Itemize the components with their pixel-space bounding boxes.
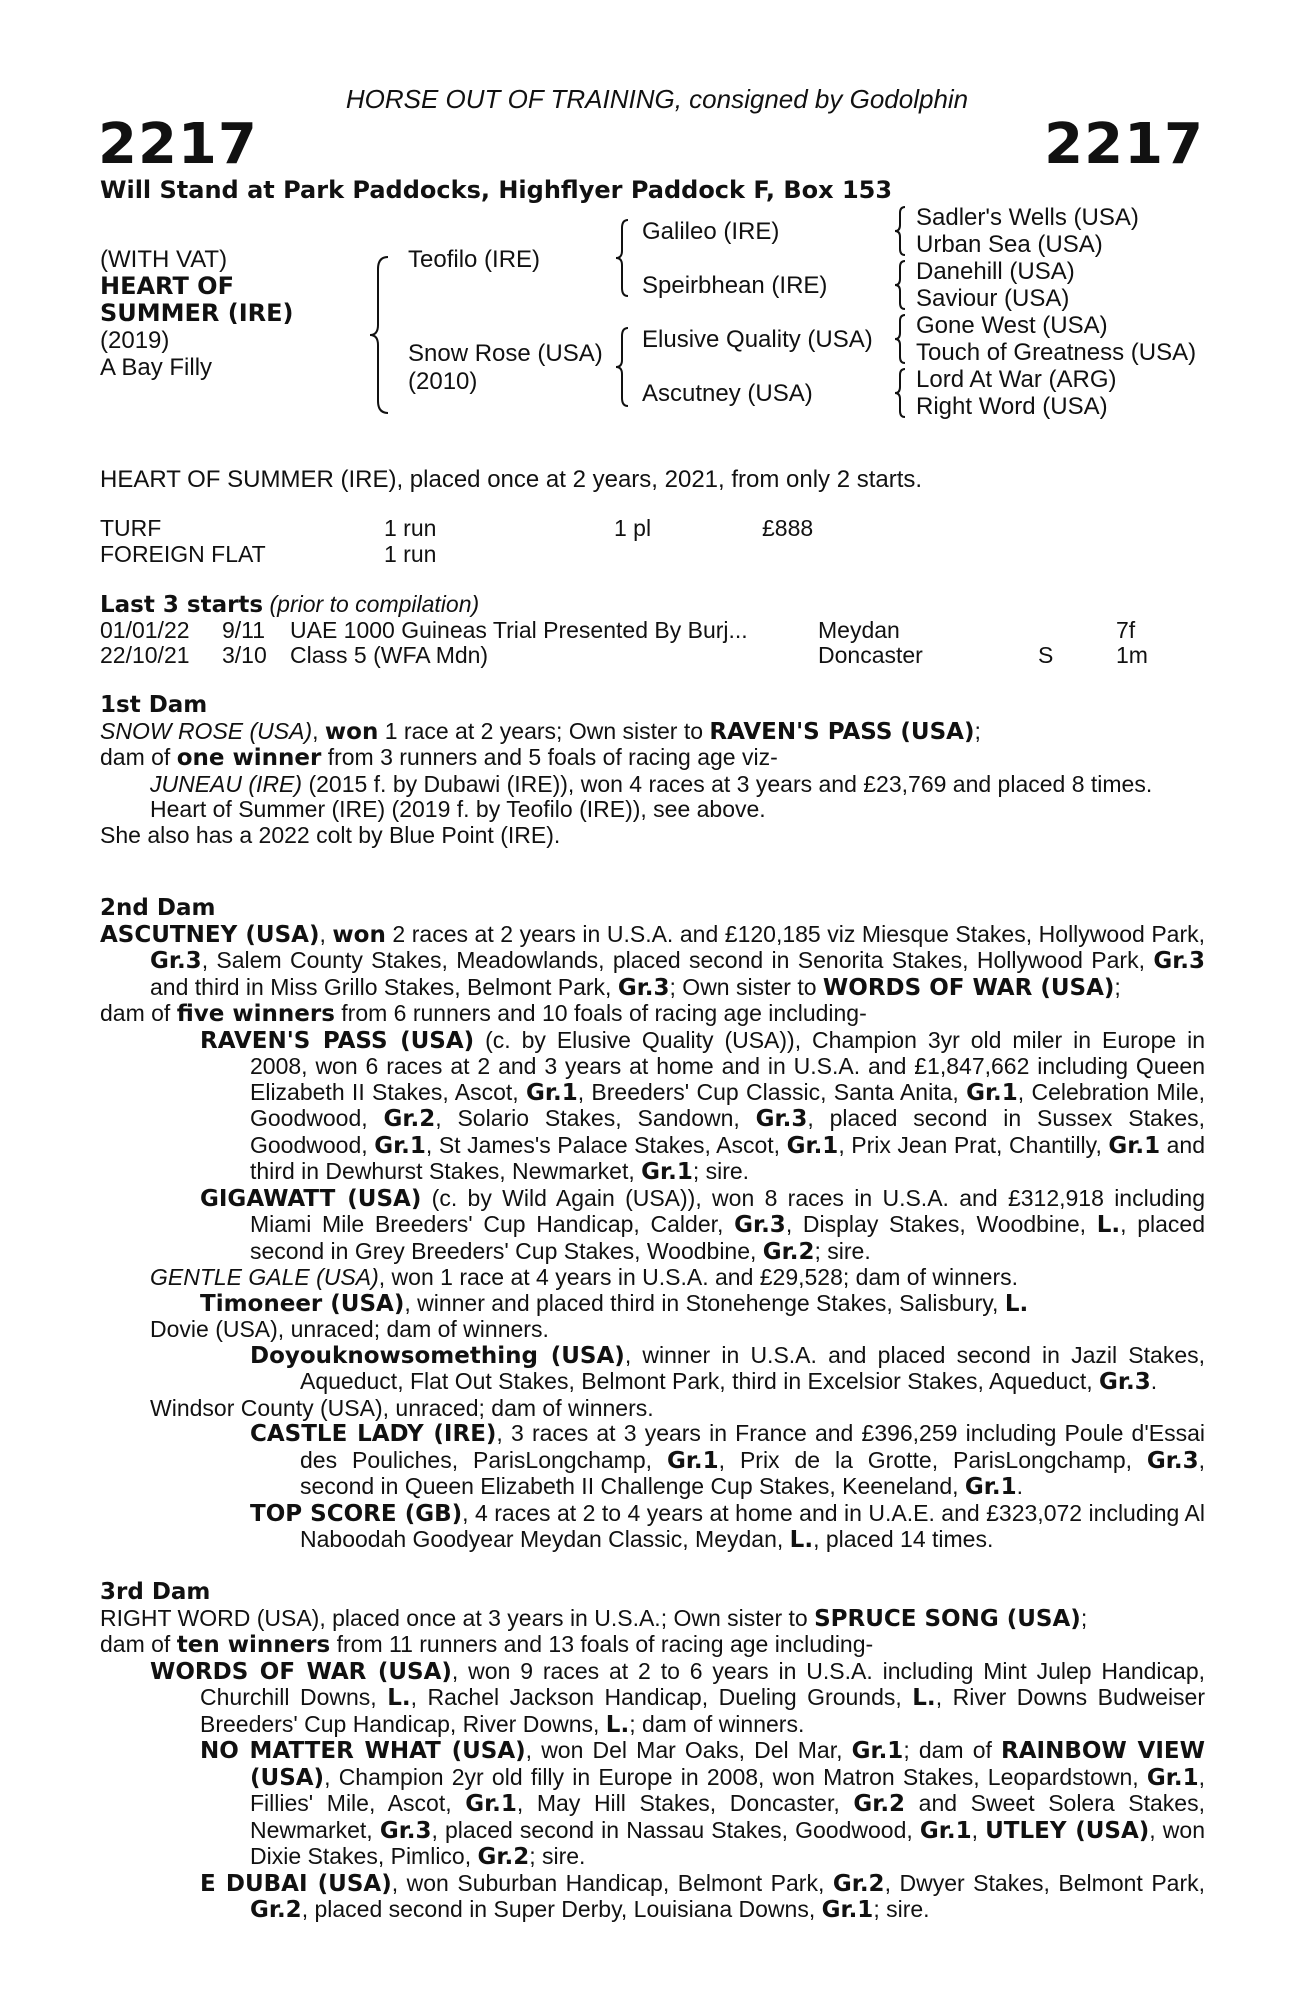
third-dam-para1: RIGHT WORD (USA), placed once at 3 years in U.S.A.; Own sister to SPRUCE SONG (USA); [100, 1604, 1088, 1632]
pedigree-g2: Urban Sea (USA) [916, 231, 1103, 258]
progeny-no-matter-what: NO MATTER WHAT (USA), won Del Mar Oaks, Del Mar, Gr.1; dam of RAINBOW VIEW (USA), Champion 2yr old filly in Europe in 2008, won Matron Stakes, Leopardstown, Gr.1, Fillies' Mile, Ascot, Gr.1, May Hill Stakes, Doncaster, Gr.2 and Sweet Solera Stakes, Newmarket, Gr.3, placed second in Nassau Stakes, Goodwood, Gr.1, UTLEY (USA), won Dixie Stakes, Pimlico, Gr.2; sire. [200, 1737, 1205, 1870]
progeny-gentle-gale: GENTLE GALE (USA), won 1 race at 4 years in U.S.A. and £29,528; dam of winners. [150, 1264, 1019, 1290]
progeny-timoneer: Timoneer (USA), winner and placed third in Stonehenge Stakes, Salisbury, L. [200, 1289, 1029, 1317]
pedigree-sire-sire: Galileo (IRE) [642, 218, 780, 245]
start-pos-2: 3/10 [222, 642, 267, 668]
last-starts-title: Last 3 starts [100, 592, 264, 618]
bracket-g2 [893, 259, 907, 311]
start-race-2: Class 5 (WFA Mdn) [290, 642, 489, 668]
first-dam-heading: 1st Dam [100, 692, 208, 718]
start-date-1: 01/01/22 [100, 617, 190, 643]
start-course-2: Doncaster [818, 642, 923, 668]
second-dam-heading: 2nd Dam [100, 895, 216, 921]
stabling-location: Will Stand at Park Paddocks, Highflyer Paddock F, Box 153 [100, 176, 893, 204]
start-going-2: S [1038, 642, 1054, 668]
last-starts-heading [100, 591, 479, 618]
record-runs-turf: 1 run [384, 515, 437, 541]
record-placed-turf: 1 pl [614, 515, 652, 541]
record-label-turf: TURF [100, 515, 162, 541]
progeny-top-score: TOP SCORE (GB), 4 races at 2 to 4 years at home and in U.A.E. and £323,072 including Al Naboodah Goodyear Meydan Classic, Meydan, L., placed 14 times. [250, 1499, 1205, 1553]
last-starts-subtitle: (prior to compilation) [269, 591, 480, 617]
bracket-g3 [893, 313, 907, 365]
second-dam-para1: ASCUTNEY (USA), won 2 races at 2 years in U.S.A. and £120,185 viz Miesque Stakes, Hollywood Park, Gr.3, Salem County Stakes, Meadowlands, placed second in Senorita Stakes, Hollywood Park, Gr.3 and third in Miss Grillo Stakes, Belmont Park, Gr.3; Own sister to WORDS OF WAR (USA); [100, 920, 1206, 1001]
pedigree-g8: Right Word (USA) [916, 393, 1108, 420]
start-dist-1: 7f [1116, 617, 1136, 643]
pedigree-g7: Lord At War (ARG) [916, 366, 1117, 393]
start-pos-1: 9/11 [222, 617, 266, 643]
start-date-2: 22/10/21 [100, 642, 190, 668]
lot-number-left: 2217 [98, 112, 258, 177]
horse-name-line1: HEART OF [100, 272, 234, 300]
pedigree-dam: Snow Rose (USA) [408, 340, 603, 367]
horse-description: A Bay Filly [100, 354, 213, 381]
start-race-1: UAE 1000 Guineas Trial Presented By Burj... [290, 617, 748, 643]
pedigree-sire: Teofilo (IRE) [408, 246, 541, 273]
pedigree-g6: Touch of Greatness (USA) [916, 339, 1197, 366]
progeny-castle-lady: CASTLE LADY (IRE), 3 races at 3 years in France and £396,259 including Poule d'Essai des Pouliches, ParisLongchamp, Gr.1, Prix de la Grotte, ParisLongchamp, Gr.3, second in Queen Elizabeth II Challenge Cup Stakes, Keeneland, Gr.1. [250, 1420, 1205, 1500]
progeny-words-of-war: WORDS OF WAR (USA), won 9 races at 2 to 6 years in U.S.A. including Mint Julep Handicap, Churchill Downs, L., Rachel Jackson Handicap, Dueling Grounds, L., River Downs Budweiser Breeders' Cup Handicap, River Downs, L.; dam of winners. [150, 1657, 1205, 1738]
horse-year: (2019) [100, 327, 170, 354]
vat-note: (WITH VAT) [100, 246, 228, 273]
racing-summary: HEART OF SUMMER (IRE), placed once at 2 years, 2021, from only 2 starts. [100, 466, 923, 493]
third-dam-para2: dam of ten winners from 11 runners and 13 foals of racing age including- [100, 1631, 874, 1658]
record-runs-foreign: 1 run [384, 541, 437, 567]
pedigree-dam-year: (2010) [408, 368, 478, 395]
lot-number-right: 2217 [1044, 112, 1204, 177]
second-dam-section [100, 896, 1205, 1554]
bracket-sire-dam [368, 255, 392, 415]
first-dam-para2: dam of one winner from 3 runners and 5 foals of racing age viz- [100, 744, 778, 771]
start-course-1: Meydan [818, 617, 900, 643]
second-dam-para2: dam of five winners from 6 runners and 10 foals of racing age including- [100, 1000, 867, 1027]
pedigree-g3: Danehill (USA) [916, 258, 1075, 285]
pedigree-dam-dam: Ascutney (USA) [642, 380, 813, 407]
bracket-sire-parents [614, 218, 630, 298]
start-dist-2: 1m [1116, 642, 1148, 668]
pedigree-g5: Gone West (USA) [916, 312, 1108, 339]
first-dam-progeny-juneau: JUNEAU (IRE) (2015 f. by Dubawi (IRE)), won 4 races at 3 years and £23,769 and placed 8 times. [150, 770, 1153, 797]
third-dam-heading: 3rd Dam [100, 1579, 211, 1605]
progeny-gigawatt: GIGAWATT (USA) (c. by Wild Again (USA)), won 8 races in U.S.A. and £312,918 including Miami Mile Breeders' Cup Handicap, Calder, Gr.3, Display Stakes, Woodbine, L., placed second in Grey Breeders' Cup Stakes, Woodbine, Gr.2; sire. [200, 1184, 1206, 1265]
bracket-g1 [893, 205, 907, 257]
first-dam-foal-note: She also has a 2022 colt by Blue Point (IRE). [100, 821, 561, 848]
consignment-note: HORSE OUT OF TRAINING, consigned by Godolphin [345, 84, 969, 114]
progeny-dovie: Dovie (USA), unraced; dam of winners. [150, 1316, 549, 1342]
pedigree-g1: Sadler's Wells (USA) [916, 204, 1139, 231]
progeny-doyouknowsomething: Doyouknowsomething (USA), winner in U.S.A. and placed second in Jazil Stakes, Aqueduct, Flat Out Stakes, Belmont Park, third in Excelsior Stakes, Aqueduct, Gr.3. [250, 1341, 1206, 1395]
progeny-e-dubai: E DUBAI (USA), won Suburban Handicap, Belmont Park, Gr.2, Dwyer Stakes, Belmont Park, Gr.2, placed second in Super Derby, Louisiana Downs, Gr.1; sire. [200, 1869, 1206, 1923]
first-dam-progeny-heart: Heart of Summer (IRE) (2019 f. by Teofilo (IRE)), see above. [150, 796, 766, 822]
pedigree-sire-dam: Speirbhean (IRE) [642, 272, 828, 299]
horse-name-line2: SUMMER (IRE) [100, 299, 294, 327]
first-dam-section [100, 693, 1205, 848]
third-dam-section [100, 1580, 1205, 1924]
bracket-g4 [893, 367, 907, 419]
first-dam-para1: SNOW ROSE (USA), won 1 race at 2 years; Own sister to RAVEN'S PASS (USA); [100, 717, 981, 745]
pedigree-dam-sire: Elusive Quality (USA) [642, 326, 873, 353]
record-label-foreign: FOREIGN FLAT [100, 541, 266, 567]
progeny-windsor-county: Windsor County (USA), unraced; dam of winners. [150, 1394, 654, 1421]
pedigree-g4: Saviour (USA) [916, 285, 1070, 312]
bracket-dam-parents [614, 326, 630, 408]
progeny-ravens-pass: RAVEN'S PASS (USA) (c. by Elusive Quality (USA)), Champion 3yr old miler in Europe in 2008, won 6 races at 2 and 3 years at home and in U.S.A. and £1,847,662 including Queen Elizabeth II Stakes, Ascot, Gr.1, Breeders' Cup Classic, Santa Anita, Gr.1, Celebration Mile, Goodwood, Gr.2, Solario Stakes, Sandown, Gr.3, placed second in Sussex Stakes, Goodwood, Gr.1, St James's Palace Stakes, Ascot, Gr.1, Prix Jean Prat, Chantilly, Gr.1 and third in Dewhurst Stakes, Newmarket, Gr.1; sire. [200, 1026, 1206, 1185]
record-prize-turf: £888 [762, 515, 814, 541]
horse-identity [100, 246, 360, 381]
